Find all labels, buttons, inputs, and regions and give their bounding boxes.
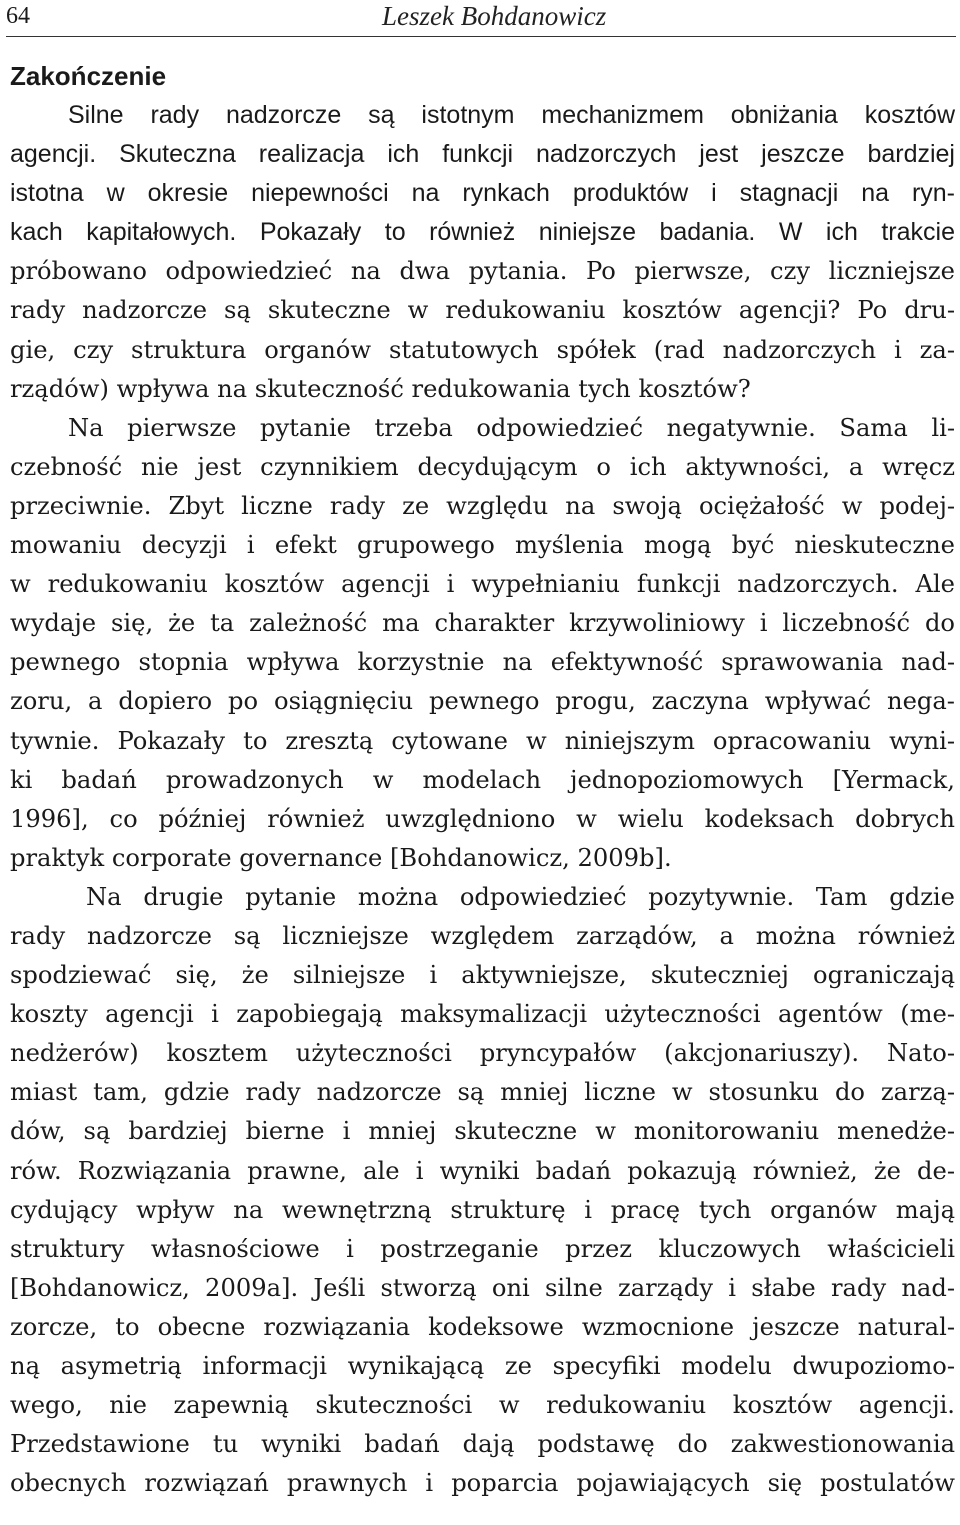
text-line: Silne rady nadzorcze są istotnym mechanizmem obniżania kosztów (68, 101, 955, 129)
text-line: wego, nie zapewnią skuteczności w redukowaniu kosztów agencji. (10, 1391, 955, 1420)
text-line: kach kapitałowych. Pokazały to również niniejsze badania. W ich trakcie (10, 218, 955, 247)
running-author: Leszek Bohdanowicz (382, 1, 607, 31)
text-line: próbowano odpowiedzieć na dwa pytania. Po pierwsze, czy liczniejsze (10, 257, 955, 286)
text-line: spodziewać się, że silniejsze i aktywniejsze, skuteczniej ograniczają (10, 961, 955, 990)
text-line: nedżerów) kosztem użyteczności pryncypałów (akcjonariuszy). Nato- (10, 1039, 955, 1068)
text-line: mowaniu decyzji i efekt grupowego myślenia mogą być nieskuteczne (10, 531, 955, 560)
text-line: agencji. Skuteczna realizacja ich funkcji nadzorczych jest jeszcze bardziej (10, 140, 955, 169)
text-line: rady nadzorcze są skuteczne w redukowaniu kosztów agencji? Po dru- (10, 296, 955, 325)
page-number: 64 (6, 3, 30, 29)
text-line: miast tam, gdzie rady nadzorcze są mniej liczne w stosunku do zarzą- (10, 1078, 955, 1107)
section-title: Zakończenie (10, 61, 167, 91)
text-line: zorcze, to obecne rozwiązania kodeksowe wzmocnione jeszcze natural- (10, 1312, 955, 1341)
text-line: rządów) wpływa na skuteczność redukowania tych kosztów? (10, 374, 751, 403)
text-line: Na pierwsze pytanie trzeba odpowiedzieć negatywnie. Sama li- (68, 413, 955, 442)
text-line: [Bohdanowicz, 2009a]. Jeśli stworzą oni silne zarządy i słabe rady nad- (10, 1273, 955, 1302)
text-line: cydujący wpływ na wewnętrzną strukturę i pracę tych organów mają (10, 1195, 955, 1224)
text-line: ki badań prowadzonych w modelach jednopoziomowych [Yermack, (10, 765, 955, 794)
text-line: wydaje się, że ta zależność ma charakter krzywoliniowy i liczebność do (10, 609, 955, 638)
text-line: koszty agencji i zapobiegają maksymalizacji użyteczności agentów (me- (10, 1000, 955, 1029)
text-line: istotna w okresie niepewności na rynkach produktów i stagnacji na ryn- (10, 179, 955, 208)
text-line: Na drugie pytanie można odpowiedzieć pozytywnie. Tam gdzie (86, 882, 955, 911)
text-line: struktury własnościowe i postrzeganie przez kluczowych właścicieli (10, 1234, 955, 1263)
text-line: pewnego stopnia wpływa korzystnie na efektywność sprawowania nad- (10, 648, 955, 677)
text-line: praktyk corporate governance [Bohdanowicz, 2009b]. (10, 843, 672, 872)
text-line: Przedstawione tu wyniki badań dają podstawę do zakwestionowania (10, 1430, 955, 1459)
text-line: czebność nie jest czynnikiem decydującym o ich aktywności, a wręcz (10, 452, 955, 481)
text-line: przeciwnie. Zbyt liczne rady ze względu na swoją ociężałość w podej- (10, 491, 955, 520)
text-line: rów. Rozwiązania prawne, ale i wyniki badań pokazują również, że de- (10, 1156, 955, 1185)
text-line: 1996], co później również uwzględniono w wielu kodeksach dobrych (10, 804, 955, 833)
text-line: zoru, a dopiero po osiągnięciu pewnego progu, zaczyna wpływać nega- (10, 687, 955, 716)
text-line: obecnych rozwiązań prawnych i poparcia pojawiających się postulatów (10, 1469, 955, 1498)
text-line: w redukowaniu kosztów agencji i wypełnianiu funkcji nadzorczych. Ale (10, 570, 955, 599)
text-line: dów, są bardziej bierne i mniej skuteczne w monitorowaniu menedże- (10, 1117, 955, 1146)
running-header (6, 0, 956, 37)
text-line: rady nadzorcze są liczniejsze względem zarządów, a można również (10, 921, 955, 950)
text-line: tywnie. Pokazały to zresztą cytowane w niniejszym opracowaniu wyni- (10, 726, 955, 755)
text-line: gie, czy struktura organów statutowych spółek (rad nadzorczych i za- (10, 335, 955, 364)
body-text (10, 96, 955, 1503)
text-line: ną asymetrią informacji wynikającą ze specyfiki modelu dwupoziomo- (10, 1352, 955, 1380)
